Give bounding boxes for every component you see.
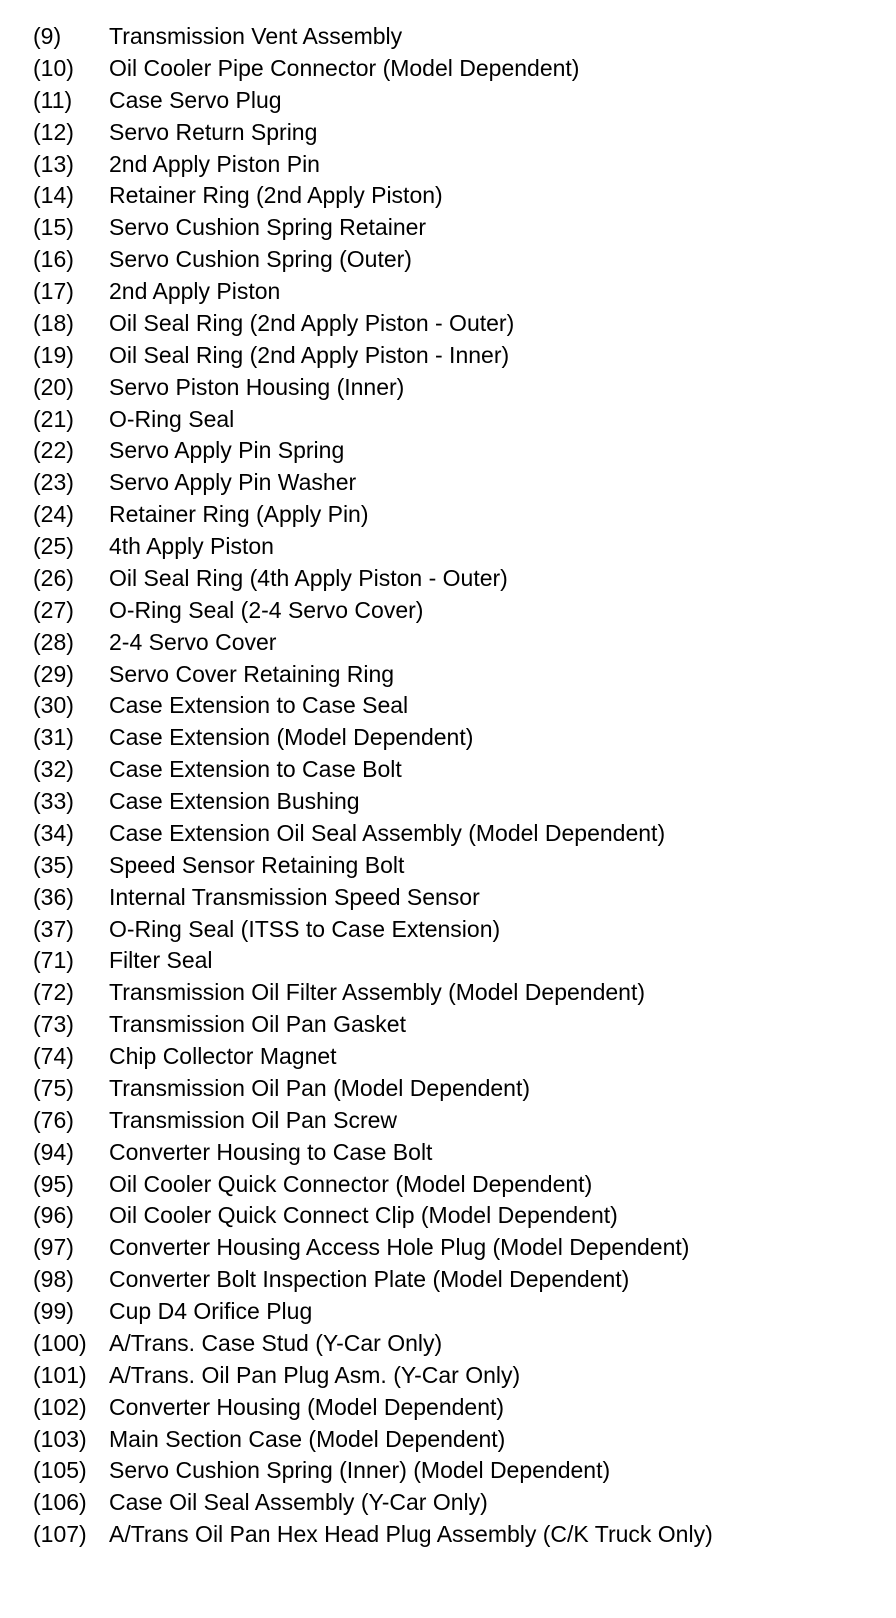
part-description: Filter Seal	[109, 947, 213, 974]
part-number: (101)	[33, 1361, 87, 1388]
part-description: Servo Cushion Spring (Inner) (Model Dependent)	[109, 1457, 611, 1484]
part-description: Servo Cushion Spring (Outer)	[109, 246, 412, 273]
legend-item	[33, 1328, 443, 1360]
parts-legend-list	[33, 21, 713, 1551]
part-description: Transmission Oil Filter Assembly (Model Dependent)	[109, 979, 645, 1006]
legend-item	[33, 404, 235, 436]
part-description: O-Ring Seal	[109, 405, 235, 432]
legend-item	[33, 467, 357, 499]
part-description: 2-4 Servo Cover	[109, 628, 277, 655]
part-number: (105)	[33, 1457, 87, 1484]
part-description: Oil Cooler Quick Connector (Model Dependent)	[109, 1170, 593, 1197]
legend-item	[33, 1169, 593, 1201]
part-description: Cup D4 Orifice Plug	[109, 1298, 313, 1324]
part-number: (21)	[33, 405, 74, 432]
part-description: Retainer Ring (Apply Pin)	[109, 501, 369, 528]
part-description: Transmission Oil Pan Screw	[109, 1106, 398, 1133]
part-description: Oil Cooler Pipe Connector (Model Dependent)	[109, 54, 580, 81]
legend-item	[33, 53, 580, 85]
part-description: 2nd Apply Piston Pin	[109, 150, 320, 177]
part-number: (23)	[33, 469, 74, 496]
part-number: (9)	[33, 23, 62, 49]
part-description: O-Ring Seal (2-4 Servo Cover)	[109, 596, 424, 623]
part-description: Converter Housing (Model Dependent)	[109, 1393, 505, 1420]
legend-item	[33, 1105, 398, 1137]
legend-item	[33, 882, 480, 914]
legend-item	[33, 690, 409, 722]
part-description: Oil Seal Ring (2nd Apply Piston - Outer)	[109, 309, 515, 336]
part-number: (16)	[33, 246, 74, 273]
legend-item	[33, 595, 424, 627]
part-number: (100)	[33, 1329, 87, 1356]
part-number: (13)	[33, 150, 74, 177]
part-description: Case Extension (Model Dependent)	[109, 724, 474, 751]
part-number: (74)	[33, 1043, 74, 1069]
part-description: Case Servo Plug	[109, 86, 282, 113]
part-description: Case Extension Oil Seal Assembly (Model Dependent)	[109, 819, 666, 846]
part-number: (103)	[33, 1425, 87, 1452]
part-description: Speed Sensor Retaining Bolt	[109, 851, 405, 878]
legend-item	[33, 499, 369, 531]
part-number: (97)	[33, 1234, 74, 1261]
legend-item	[33, 212, 427, 244]
part-number: (27)	[33, 596, 74, 623]
part-number: (95)	[33, 1170, 74, 1197]
part-number: (20)	[33, 373, 74, 400]
legend-item	[33, 1137, 433, 1169]
part-description: Servo Piston Housing (Inner)	[109, 373, 405, 400]
part-description: Converter Housing Access Hole Plug (Model Dependent)	[109, 1234, 690, 1261]
legend-item	[33, 722, 474, 754]
part-number: (10)	[33, 54, 74, 81]
legend-item	[33, 435, 345, 467]
part-number: (12)	[33, 118, 74, 145]
part-number: (11)	[33, 86, 73, 113]
legend-item	[33, 659, 395, 691]
part-description: Case Extension to Case Bolt	[109, 756, 402, 783]
part-number: (73)	[33, 1011, 74, 1038]
legend-item	[33, 563, 508, 595]
legend-item	[33, 1360, 521, 1392]
legend-item	[33, 149, 320, 181]
legend-item	[33, 1232, 690, 1264]
part-description: Transmission Oil Pan (Model Dependent)	[109, 1074, 530, 1101]
part-number: (22)	[33, 437, 74, 464]
legend-item	[33, 627, 277, 659]
part-description: Case Extension Bushing	[109, 788, 360, 814]
legend-item	[33, 977, 645, 1009]
legend-item	[33, 21, 403, 53]
part-description: Converter Bolt Inspection Plate (Model Dependent)	[109, 1266, 630, 1293]
part-number: (24)	[33, 501, 74, 528]
part-number: (36)	[33, 883, 74, 910]
part-number: (106)	[33, 1489, 87, 1516]
part-number: (76)	[33, 1106, 74, 1133]
legend-item	[33, 1264, 630, 1296]
part-number: (28)	[33, 628, 74, 655]
legend-item	[33, 1200, 618, 1232]
part-number: (94)	[33, 1138, 74, 1165]
part-number: (33)	[33, 788, 74, 814]
part-description: Oil Seal Ring (2nd Apply Piston - Inner)	[109, 341, 510, 368]
part-description: Servo Apply Pin Spring	[109, 437, 345, 464]
part-number: (31)	[33, 724, 74, 751]
legend-item	[33, 1041, 337, 1073]
legend-item	[33, 945, 213, 977]
legend-item	[33, 1392, 505, 1424]
part-number: (30)	[33, 692, 74, 719]
part-description: Case Extension to Case Seal	[109, 692, 409, 719]
legend-item	[33, 1519, 713, 1551]
part-description: A/Trans. Case Stud (Y-Car Only)	[109, 1329, 443, 1356]
part-number: (17)	[33, 278, 74, 304]
part-description: Oil Cooler Quick Connect Clip (Model Dependent)	[109, 1202, 618, 1229]
part-description: Servo Cushion Spring Retainer	[109, 214, 427, 241]
legend-item	[33, 786, 360, 818]
legend-item	[33, 372, 405, 404]
part-description: Main Section Case (Model Dependent)	[109, 1425, 506, 1452]
part-description: A/Trans Oil Pan Hex Head Plug Assembly (C/K Truck Only)	[109, 1521, 713, 1548]
legend-item	[33, 1487, 488, 1519]
part-number: (25)	[33, 533, 74, 559]
legend-item	[33, 85, 282, 117]
part-description: A/Trans. Oil Pan Plug Asm. (Y-Car Only)	[109, 1361, 521, 1388]
part-description: Servo Cover Retaining Ring	[109, 660, 395, 687]
part-description: 2nd Apply Piston	[109, 278, 281, 304]
part-number: (98)	[33, 1266, 74, 1293]
part-number: (75)	[33, 1074, 74, 1101]
legend-item	[33, 1455, 611, 1487]
part-description: Retainer Ring (2nd Apply Piston)	[109, 182, 443, 209]
part-description: Transmission Oil Pan Gasket	[109, 1011, 406, 1038]
part-number: (32)	[33, 756, 74, 783]
legend-item	[33, 117, 318, 149]
part-number: (107)	[33, 1521, 87, 1548]
part-description: Chip Collector Magnet	[109, 1043, 337, 1069]
part-description: Servo Apply Pin Washer	[109, 469, 357, 496]
legend-item	[33, 1424, 506, 1456]
part-description: Oil Seal Ring (4th Apply Piston - Outer)	[109, 564, 508, 591]
part-number: (19)	[33, 341, 74, 368]
part-number: (26)	[33, 564, 74, 591]
part-number: (29)	[33, 660, 74, 687]
legend-item	[33, 308, 515, 340]
legend-item	[33, 340, 510, 372]
legend-item	[33, 244, 412, 276]
legend-item	[33, 818, 666, 850]
part-number: (14)	[33, 182, 74, 209]
part-number: (15)	[33, 214, 74, 241]
part-description: Servo Return Spring	[109, 118, 318, 145]
legend-item	[33, 1009, 406, 1041]
legend-item	[33, 1296, 313, 1328]
part-number: (71)	[33, 947, 74, 974]
part-description: Transmission Vent Assembly	[109, 23, 403, 49]
legend-item	[33, 1073, 530, 1105]
part-number: (72)	[33, 979, 74, 1006]
part-number: (35)	[33, 851, 74, 878]
part-description: 4th Apply Piston	[109, 533, 274, 559]
legend-item	[33, 754, 402, 786]
part-number: (96)	[33, 1202, 74, 1229]
part-number: (34)	[33, 819, 74, 846]
part-description: Internal Transmission Speed Sensor	[109, 883, 480, 910]
legend-item	[33, 914, 501, 946]
part-number: (37)	[33, 915, 74, 942]
legend-item	[33, 276, 281, 308]
part-description: O-Ring Seal (ITSS to Case Extension)	[109, 915, 501, 942]
part-description: Case Oil Seal Assembly (Y-Car Only)	[109, 1489, 488, 1516]
part-number: (99)	[33, 1298, 74, 1324]
part-number: (18)	[33, 309, 74, 336]
part-description: Converter Housing to Case Bolt	[109, 1138, 433, 1165]
legend-item	[33, 531, 274, 563]
legend-item	[33, 180, 443, 212]
part-number: (102)	[33, 1393, 87, 1420]
legend-item	[33, 850, 405, 882]
